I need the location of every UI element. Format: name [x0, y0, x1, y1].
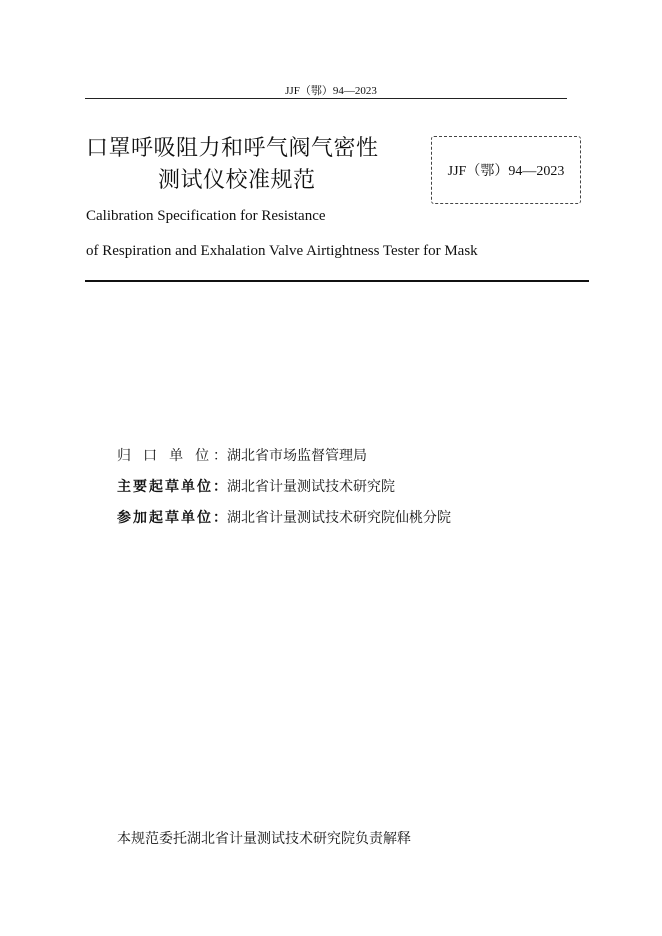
chinese-title-line1: 口罩呼吸阻力和呼气阀气密性: [86, 136, 379, 161]
standard-code-box: [431, 136, 581, 204]
standard-code: JJF（鄂）94—2023: [447, 164, 565, 179]
unit-label: 归 口 单 位：: [117, 448, 227, 464]
title-divider: [85, 280, 589, 282]
drafting-units: [117, 441, 451, 534]
header-code: JJF（鄂）94—2023: [285, 85, 377, 97]
unit-row-participating-drafter: [117, 503, 451, 534]
english-title: [86, 206, 478, 261]
unit-value: 湖北省计量测试技术研究院: [227, 479, 395, 495]
unit-value: 湖北省市场监督管理局: [227, 448, 367, 464]
unit-value: 湖北省计量测试技术研究院仙桃分院: [227, 510, 451, 526]
unit-label: 主要起草单位：: [117, 479, 227, 495]
unit-row-responsible: [117, 441, 451, 472]
header-rule: [85, 98, 567, 99]
unit-row-main-drafter: [117, 472, 451, 503]
english-title-line1: Calibration Specification for Resistance: [86, 208, 326, 224]
chinese-title: [86, 133, 379, 197]
english-title-line2: of Respiration and Exhalation Valve Airtightness Tester for Mask: [86, 243, 478, 259]
interpretation-note: 本规范委托湖北省计量测试技术研究院负责解释: [117, 831, 411, 847]
chinese-title-line2: 测试仪校准规范: [158, 168, 316, 193]
unit-label: 参加起草单位：: [117, 510, 227, 526]
